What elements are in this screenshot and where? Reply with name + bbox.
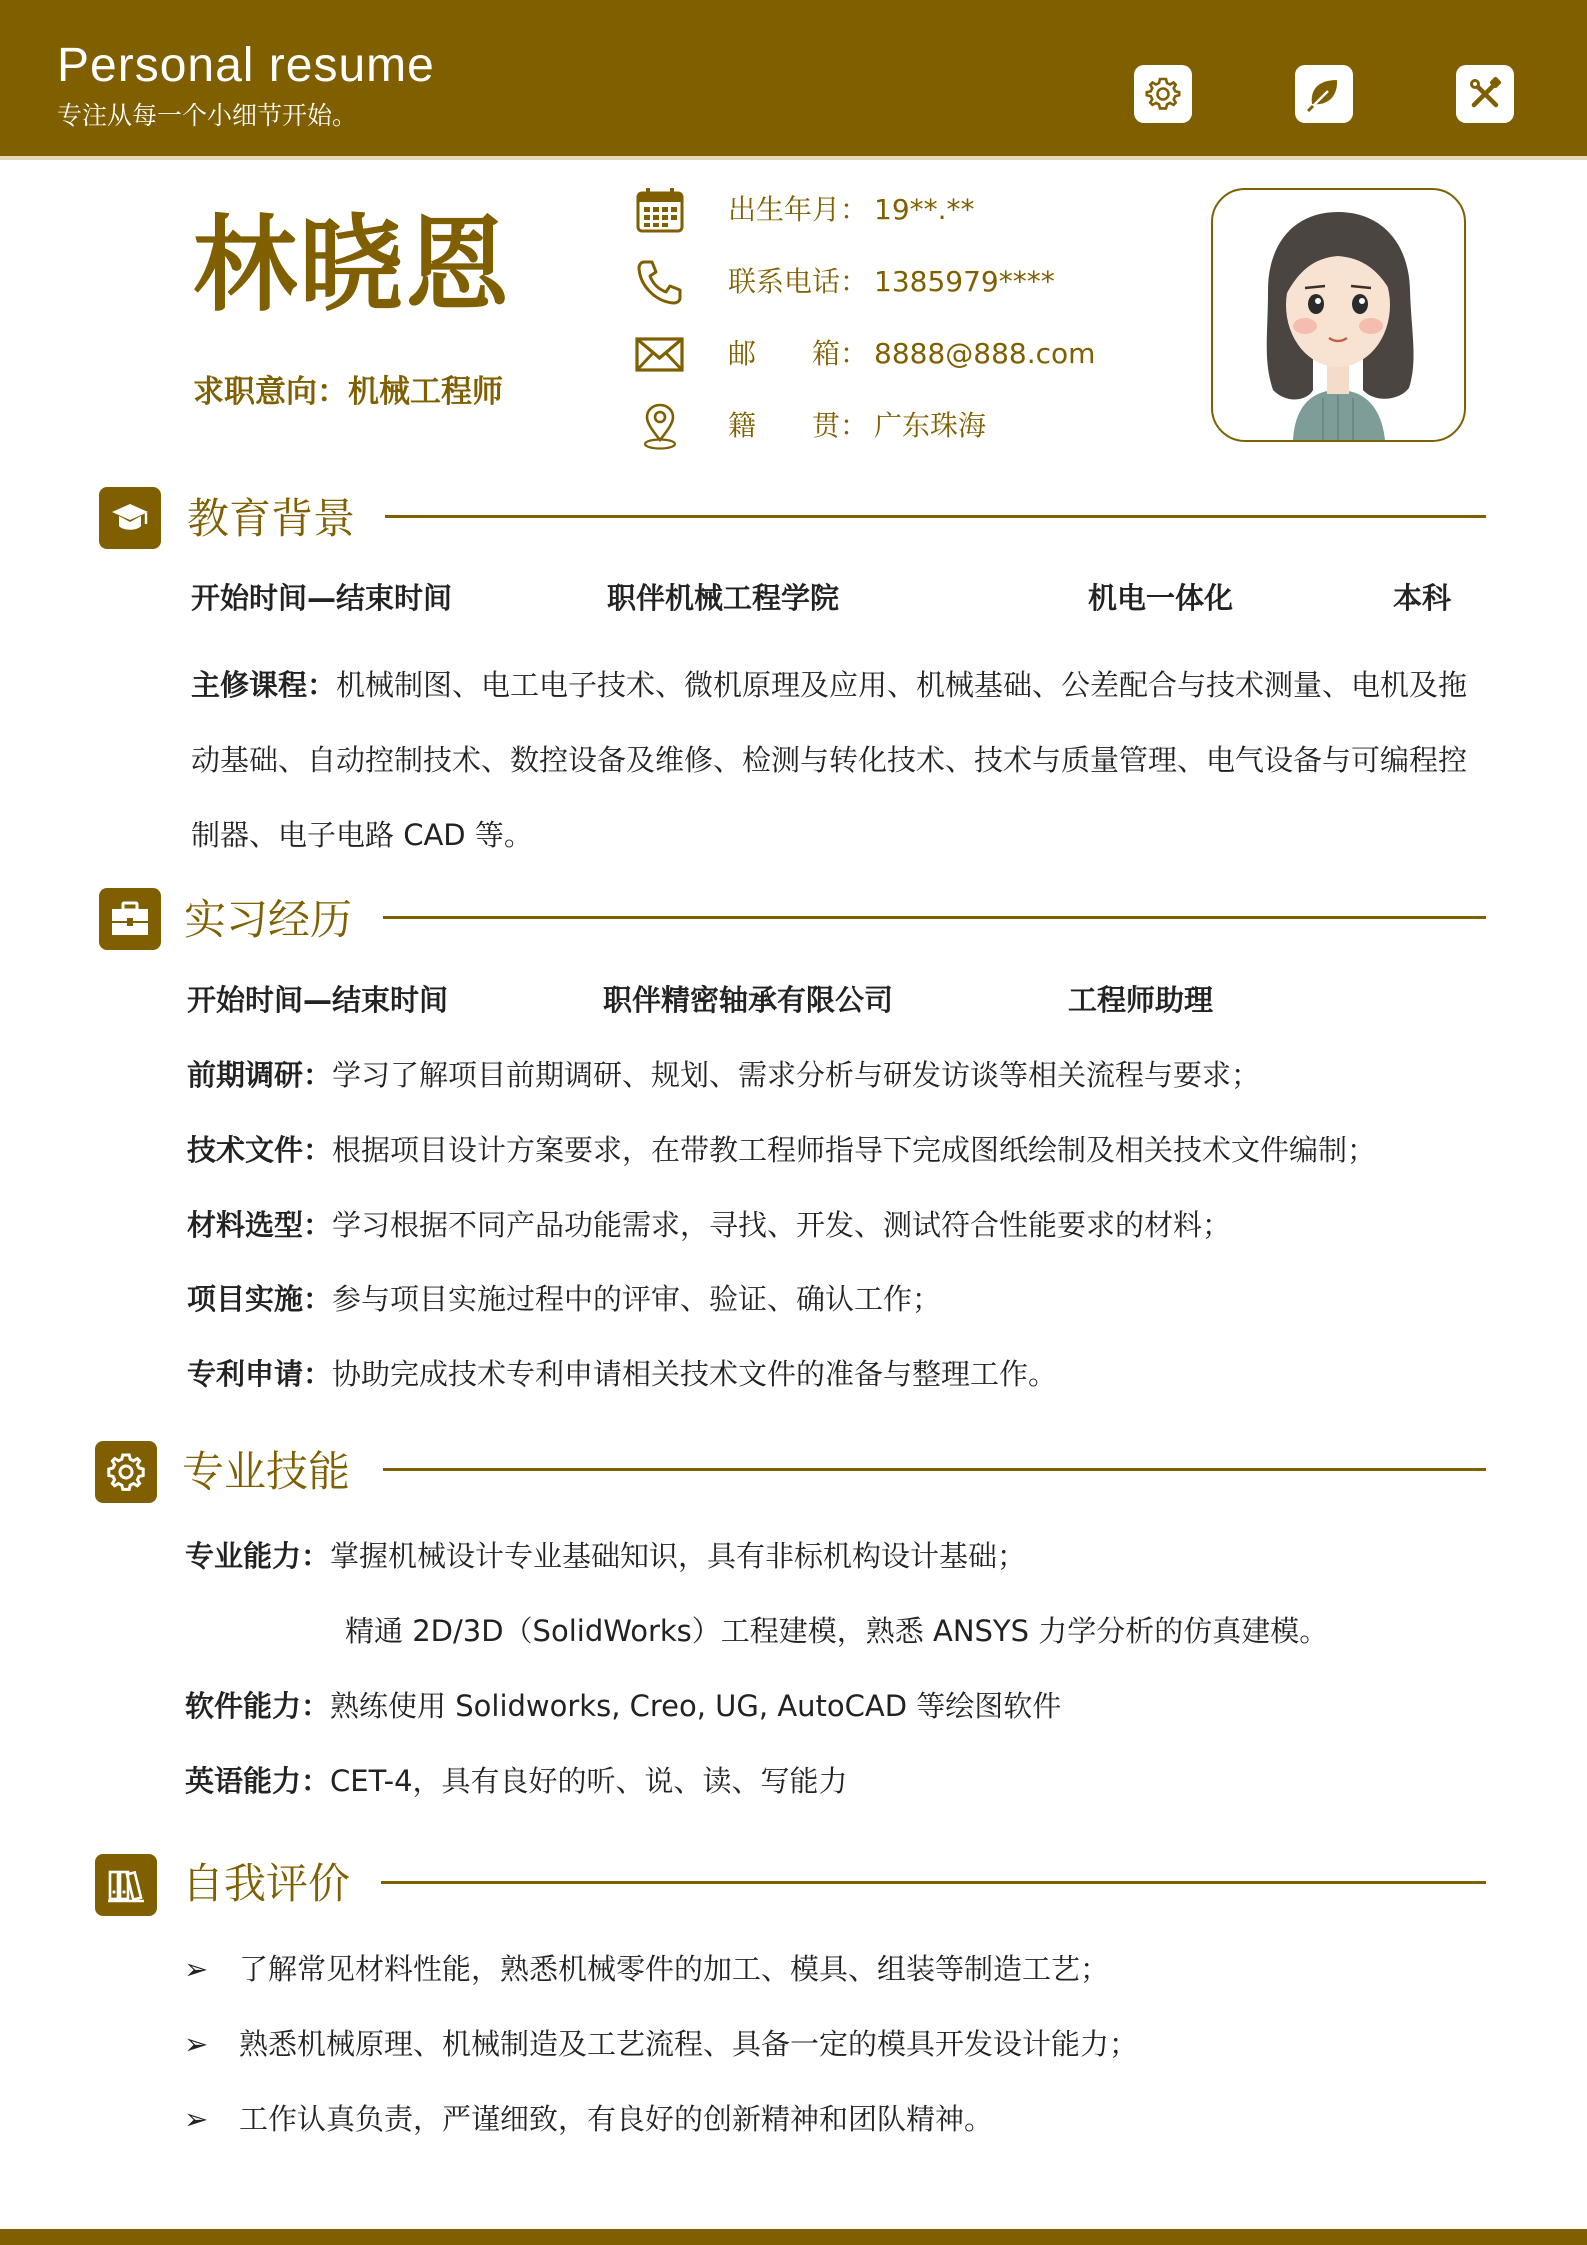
profile-photo: [1211, 188, 1466, 442]
item-text: 参与项目实施过程中的评审、验证、确认工作；: [332, 1282, 942, 1316]
course-text: 机械制图、电工电子技术、微机原理及应用、机械基础、公差配合与技术测量、电机及拖动基础、自动控制技术、数控设备及维修、检测与转化技术、技术与质量管理、电气设备与可编程控制器、电子电路 CAD 等。: [191, 668, 1468, 852]
calendar-icon: [634, 184, 686, 236]
gear-icon: [95, 1441, 157, 1503]
edu-courses: [191, 648, 1481, 873]
edu-degree: 本科: [1393, 581, 1452, 615]
contact-email: [634, 328, 1194, 384]
contact-label: 邮 箱：: [728, 337, 869, 370]
intern-item: [187, 1055, 1260, 1095]
skill-item: [185, 1761, 848, 1801]
footer-bar: [0, 2229, 1587, 2245]
contact-value: 8888@888.com: [874, 337, 1096, 370]
intern-item: [187, 1354, 1057, 1394]
leaf-icon: [1295, 65, 1353, 123]
section-divider: [383, 916, 1486, 919]
item-label: 英语能力：: [185, 1764, 331, 1798]
graduation-cap-icon: [99, 487, 161, 549]
arrow-bullet-icon: ➢: [184, 1952, 209, 1986]
item-label: 前期调研：: [187, 1058, 333, 1092]
arrow-bullet-icon: ➢: [184, 2027, 209, 2061]
resume-subtitle: 专注从每一个小细节开始。: [57, 101, 358, 130]
job-intent-label: 求职意向：: [193, 374, 348, 410]
arrow-bullet-icon: ➢: [184, 2102, 209, 2136]
intern-time: 开始时间—结束时间: [187, 983, 449, 1017]
section-divider: [383, 1468, 1486, 1471]
contact-label: 籍 贯：: [728, 409, 869, 442]
item-text: 协助完成技术专利申请相关技术文件的准备与整理工作。: [332, 1357, 1058, 1391]
mail-icon: [634, 328, 686, 380]
item-text: 熟练使用 Solidworks, Creo, UG, AutoCAD 等绘图软件: [330, 1689, 1062, 1723]
item-label: 专业能力：: [185, 1539, 331, 1573]
contact-value: 1385979****: [874, 265, 1055, 298]
eval-item: [184, 2024, 1138, 2064]
item-text: 熟悉机械原理、机械制造及工艺流程、具备一定的模具开发设计能力；: [239, 2027, 1139, 2061]
section-title-skills: 专业技能: [182, 1447, 351, 1496]
phone-icon: [634, 256, 686, 308]
intern-item: [187, 1130, 1376, 1170]
intern-company: 职伴精密轴承有限公司: [603, 983, 894, 1017]
header-bar: [0, 0, 1587, 160]
section-title-internship: 实习经历: [184, 895, 353, 944]
item-text: 精通 2D/3D（SolidWorks）工程建模，熟悉 ANSYS 力学分析的仿真建模。: [345, 1614, 1329, 1648]
item-label: 项目实施：: [187, 1282, 333, 1316]
location-icon: [634, 400, 686, 452]
job-intent-value: 机械工程师: [348, 374, 503, 410]
item-text: 了解常见材料性能，熟悉机械零件的加工、模具、组装等制造工艺；: [239, 1952, 1110, 1986]
item-text: CET-4，具有良好的听、说、读、写能力: [330, 1764, 848, 1798]
section-title-education: 教育背景: [187, 494, 356, 543]
item-label: 技术文件：: [187, 1133, 333, 1167]
skill-item: [185, 1686, 1061, 1726]
contact-value: 广东珠海: [874, 409, 987, 442]
eval-item: [184, 2099, 993, 2139]
briefcase-icon: [99, 888, 161, 950]
applicant-name: 林晓恩: [193, 204, 512, 326]
resume-title: Personal resume: [57, 39, 435, 92]
eval-item: [184, 1949, 1109, 1989]
edu-major: 机电一体化: [1088, 581, 1234, 615]
intern-position: 工程师助理: [1068, 983, 1214, 1017]
item-text: 学习根据不同产品功能需求，寻找、开发、测试符合性能要求的材料；: [332, 1208, 1232, 1242]
intern-item: [187, 1205, 1231, 1245]
course-label: 主修课程：: [191, 668, 337, 702]
item-text: 掌握机械设计专业基础知识，具有非标机构设计基础；: [330, 1539, 1027, 1573]
item-label: 专利申请：: [187, 1357, 333, 1391]
section-title-self-eval: 自我评价: [182, 1859, 351, 1908]
intern-item: [187, 1279, 941, 1319]
contact-birth: [634, 184, 1194, 240]
contact-phone: [634, 256, 1194, 312]
skill-item: [345, 1611, 1328, 1651]
contact-value: 19**.**: [874, 193, 975, 226]
item-text: 根据项目设计方案要求，在带教工程师指导下完成图纸绘制及相关技术文件编制；: [332, 1133, 1377, 1167]
avatar: [1213, 190, 1464, 440]
gear-icon: [1134, 65, 1192, 123]
item-text: 学习了解项目前期调研、规划、需求分析与研发访谈等相关流程与要求；: [332, 1058, 1261, 1092]
edu-time: 开始时间—结束时间: [191, 581, 453, 615]
job-intent: [193, 372, 503, 412]
contact-hometown: [634, 400, 1194, 456]
tools-icon: [1456, 65, 1514, 123]
section-divider: [381, 1881, 1486, 1884]
item-text: 工作认真负责，严谨细致，有良好的创新精神和团队精神。: [239, 2102, 994, 2136]
contact-label: 联系电话：: [728, 265, 869, 298]
contact-label: 出生年月：: [728, 193, 869, 226]
item-label: 软件能力：: [185, 1689, 331, 1723]
item-label: 材料选型：: [187, 1208, 333, 1242]
section-divider: [385, 515, 1486, 518]
skill-item: [185, 1536, 1026, 1576]
books-icon: [95, 1854, 157, 1916]
edu-school: 职伴机械工程学院: [607, 581, 840, 615]
